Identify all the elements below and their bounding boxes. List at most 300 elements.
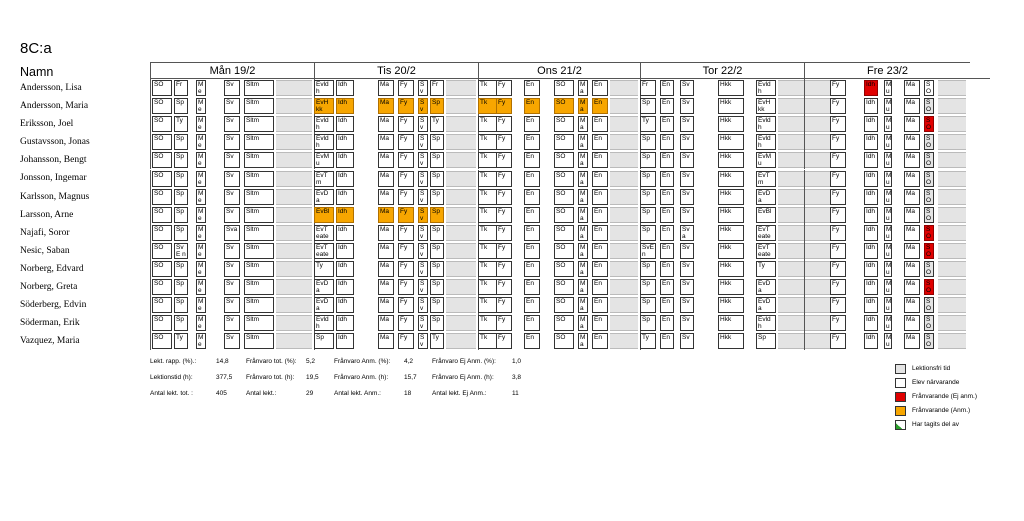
- lesson-cell[interactable]: Ma: [904, 98, 920, 114]
- lesson-cell[interactable]: Ma: [378, 134, 394, 150]
- lesson-cell[interactable]: Ma: [578, 315, 588, 331]
- lesson-cell[interactable]: Hkk: [718, 225, 744, 241]
- lesson-cell[interactable]: Mu: [886, 81, 892, 95]
- lesson-cell[interactable]: Me: [196, 207, 206, 223]
- lesson-cell[interactable]: EvD a: [756, 297, 776, 313]
- lesson-cell[interactable]: Ma: [904, 297, 920, 313]
- lesson-cell[interactable]: EvD a: [314, 279, 334, 295]
- lesson-cell[interactable]: Fy: [496, 315, 512, 331]
- lesson-cell[interactable]: Fy: [398, 116, 414, 132]
- lesson-cell[interactable]: Ma: [904, 225, 920, 241]
- lesson-cell[interactable]: Evld h: [314, 134, 334, 150]
- lesson-cell[interactable]: Sltm: [244, 116, 274, 132]
- lesson-cell[interactable]: Fy: [496, 98, 512, 114]
- lesson-cell[interactable]: Fy: [398, 171, 414, 187]
- lesson-cell[interactable]: Idh: [336, 152, 354, 168]
- lesson-cell[interactable]: En: [660, 134, 674, 150]
- lesson-cell[interactable]: Me: [196, 297, 206, 313]
- lesson-cell[interactable]: Sp: [640, 134, 656, 150]
- lesson-cell[interactable]: Fy: [398, 225, 414, 241]
- lesson-cell[interactable]: SO: [554, 279, 574, 295]
- lesson-cell[interactable]: Sp: [174, 297, 188, 313]
- lesson-cell[interactable]: Fy: [496, 225, 512, 241]
- lesson-cell[interactable]: Idh: [864, 207, 878, 223]
- lesson-cell[interactable]: Tk: [478, 189, 498, 205]
- lesson-cell[interactable]: Idh: [336, 333, 354, 349]
- lesson-cell[interactable]: Ma: [904, 116, 920, 132]
- lesson-cell[interactable]: Sva: [680, 225, 694, 241]
- lesson-cell[interactable]: Sv: [680, 279, 694, 295]
- lesson-cell[interactable]: En: [592, 279, 608, 295]
- lesson-cell[interactable]: SO: [152, 171, 172, 187]
- lesson-cell[interactable]: SO: [924, 116, 934, 132]
- lesson-cell[interactable]: Hkk: [718, 98, 744, 114]
- lesson-cell[interactable]: EvD a: [756, 279, 776, 295]
- lesson-cell[interactable]: Evld h: [314, 315, 334, 331]
- lesson-cell[interactable]: Sltm: [244, 261, 274, 277]
- lesson-cell[interactable]: Sp: [174, 225, 188, 241]
- lesson-cell[interactable]: SO: [554, 225, 574, 241]
- lesson-cell[interactable]: Ma: [378, 80, 394, 96]
- lesson-cell[interactable]: Mu: [886, 99, 892, 114]
- lesson-cell[interactable]: Ma: [378, 297, 394, 313]
- lesson-cell[interactable]: Sltm: [244, 297, 274, 313]
- lesson-cell[interactable]: Ma: [378, 279, 394, 295]
- lesson-cell[interactable]: Sv: [418, 315, 428, 331]
- lesson-cell[interactable]: Fr: [174, 80, 188, 96]
- lesson-cell[interactable]: Tk: [478, 207, 498, 223]
- lesson-cell[interactable]: SO: [152, 116, 172, 132]
- lesson-cell[interactable]: Sv: [680, 134, 694, 150]
- lesson-cell[interactable]: Sp: [640, 297, 656, 313]
- lesson-cell[interactable]: Sv: [418, 171, 428, 187]
- lesson-cell[interactable]: Fy: [496, 171, 512, 187]
- lesson-cell[interactable]: Sv: [224, 333, 240, 349]
- lesson-cell[interactable]: Sv: [680, 116, 694, 132]
- lesson-cell[interactable]: Fy: [830, 243, 846, 259]
- lesson-cell[interactable]: Tk: [478, 80, 498, 96]
- lesson-cell[interactable]: Ma: [378, 333, 394, 349]
- lesson-cell[interactable]: Idh: [336, 225, 354, 241]
- lesson-cell[interactable]: En: [524, 315, 540, 331]
- lesson-cell[interactable]: SO: [554, 207, 574, 223]
- lesson-cell[interactable]: SO: [924, 207, 934, 223]
- lesson-cell[interactable]: Mu: [886, 280, 892, 295]
- lesson-cell[interactable]: En: [660, 171, 674, 187]
- lesson-cell[interactable]: SO: [924, 333, 934, 349]
- lesson-cell[interactable]: Ma: [578, 116, 588, 132]
- lesson-cell[interactable]: Sv: [418, 152, 428, 168]
- lesson-cell[interactable]: Idh: [864, 98, 878, 114]
- lesson-cell[interactable]: Mu: [886, 207, 892, 222]
- lesson-cell[interactable]: Sp: [640, 207, 656, 223]
- lesson-cell[interactable]: Sv: [418, 225, 428, 241]
- lesson-cell[interactable]: SO: [554, 315, 574, 331]
- lesson-cell[interactable]: SO: [924, 225, 934, 241]
- lesson-cell[interactable]: Fy: [496, 243, 512, 259]
- lesson-cell[interactable]: Tk: [478, 98, 498, 114]
- lesson-cell[interactable]: Hkk: [718, 152, 744, 168]
- lesson-cell[interactable]: Sv: [680, 315, 694, 331]
- lesson-cell[interactable]: Tk: [478, 171, 498, 187]
- lesson-cell[interactable]: Sp: [174, 207, 188, 223]
- lesson-cell[interactable]: EvT m: [756, 171, 776, 187]
- lesson-cell[interactable]: SO: [152, 80, 172, 96]
- lesson-cell[interactable]: Ma: [378, 189, 394, 205]
- lesson-cell[interactable]: SO: [554, 333, 574, 349]
- lesson-cell[interactable]: Sltm: [244, 207, 274, 223]
- lesson-cell[interactable]: Sp: [430, 243, 444, 259]
- lesson-cell[interactable]: En: [592, 80, 608, 96]
- lesson-cell[interactable]: Fy: [830, 315, 846, 331]
- lesson-cell[interactable]: Sv: [418, 189, 428, 205]
- lesson-cell[interactable]: Sp: [756, 333, 776, 349]
- lesson-cell[interactable]: SO: [554, 171, 574, 187]
- lesson-cell[interactable]: Sv: [680, 98, 694, 114]
- lesson-cell[interactable]: SO: [152, 207, 172, 223]
- lesson-cell[interactable]: Sv: [680, 261, 694, 277]
- lesson-cell[interactable]: Hkk: [718, 207, 744, 223]
- lesson-cell[interactable]: En: [592, 171, 608, 187]
- lesson-cell[interactable]: SO: [152, 225, 172, 241]
- lesson-cell[interactable]: Mu: [886, 316, 892, 331]
- lesson-cell[interactable]: Hkk: [718, 315, 744, 331]
- lesson-cell[interactable]: Sp: [430, 315, 444, 331]
- lesson-cell[interactable]: En: [524, 225, 540, 241]
- lesson-cell[interactable]: EvD a: [314, 297, 334, 313]
- lesson-cell[interactable]: Tk: [478, 134, 498, 150]
- lesson-cell[interactable]: Sv: [418, 243, 428, 259]
- lesson-cell[interactable]: SO: [924, 98, 934, 114]
- lesson-cell[interactable]: Evld h: [756, 80, 776, 96]
- lesson-cell[interactable]: SO: [924, 243, 934, 259]
- lesson-cell[interactable]: Fy: [496, 207, 512, 223]
- lesson-cell[interactable]: En: [524, 134, 540, 150]
- lesson-cell[interactable]: Sv: [224, 297, 240, 313]
- lesson-cell[interactable]: Mu: [886, 171, 892, 186]
- lesson-cell[interactable]: Sp: [174, 315, 188, 331]
- lesson-cell[interactable]: Hkk: [718, 279, 744, 295]
- lesson-cell[interactable]: SO: [152, 279, 172, 295]
- lesson-cell[interactable]: Sltm: [244, 134, 274, 150]
- lesson-cell[interactable]: Fy: [398, 134, 414, 150]
- lesson-cell[interactable]: En: [592, 315, 608, 331]
- lesson-cell[interactable]: Sp: [174, 279, 188, 295]
- lesson-cell[interactable]: Hkk: [718, 80, 744, 96]
- lesson-cell[interactable]: Hkk: [718, 134, 744, 150]
- lesson-cell[interactable]: Sv: [224, 116, 240, 132]
- lesson-cell[interactable]: Ma: [904, 207, 920, 223]
- lesson-cell[interactable]: Idh: [864, 152, 878, 168]
- lesson-cell[interactable]: En: [592, 333, 608, 349]
- lesson-cell[interactable]: SO: [152, 315, 172, 331]
- lesson-cell[interactable]: SO: [554, 98, 574, 114]
- lesson-cell[interactable]: En: [660, 207, 674, 223]
- lesson-cell[interactable]: Idh: [336, 297, 354, 313]
- lesson-cell[interactable]: SO: [152, 134, 172, 150]
- lesson-cell[interactable]: Idh: [336, 98, 354, 114]
- lesson-cell[interactable]: Me: [196, 134, 206, 150]
- lesson-cell[interactable]: Sp: [430, 98, 444, 114]
- lesson-cell[interactable]: Sp: [640, 315, 656, 331]
- lesson-cell[interactable]: Ma: [378, 225, 394, 241]
- lesson-cell[interactable]: Sv: [224, 98, 240, 114]
- lesson-cell[interactable]: Sv: [224, 261, 240, 277]
- lesson-cell[interactable]: Idh: [864, 116, 878, 132]
- lesson-cell[interactable]: Me: [196, 315, 206, 331]
- lesson-cell[interactable]: Sv: [680, 243, 694, 259]
- lesson-cell[interactable]: EvH kk: [756, 98, 776, 114]
- lesson-cell[interactable]: Idh: [864, 171, 878, 187]
- lesson-cell[interactable]: SO: [554, 297, 574, 313]
- lesson-cell[interactable]: Fy: [830, 189, 846, 205]
- lesson-cell[interactable]: Sltm: [244, 171, 274, 187]
- lesson-cell[interactable]: Fr: [640, 80, 656, 96]
- lesson-cell[interactable]: EvD a: [314, 189, 334, 205]
- lesson-cell[interactable]: Sltm: [244, 243, 274, 259]
- lesson-cell[interactable]: En: [524, 207, 540, 223]
- lesson-cell[interactable]: Idh: [336, 243, 354, 259]
- lesson-cell[interactable]: Ma: [378, 207, 394, 223]
- lesson-cell[interactable]: Sv: [224, 80, 240, 96]
- lesson-cell[interactable]: Mu: [886, 334, 892, 349]
- lesson-cell[interactable]: Me: [196, 116, 206, 132]
- lesson-cell[interactable]: Sp: [174, 152, 188, 168]
- lesson-cell[interactable]: Idh: [336, 80, 354, 96]
- lesson-cell[interactable]: SO: [152, 261, 172, 277]
- lesson-cell[interactable]: Sv: [680, 80, 694, 96]
- lesson-cell[interactable]: Ma: [578, 80, 588, 96]
- lesson-cell[interactable]: Fy: [496, 134, 512, 150]
- lesson-cell[interactable]: Me: [196, 279, 206, 295]
- lesson-cell[interactable]: Ma: [578, 98, 588, 114]
- lesson-cell[interactable]: Ma: [904, 315, 920, 331]
- lesson-cell[interactable]: Fy: [496, 116, 512, 132]
- lesson-cell[interactable]: Tk: [478, 116, 498, 132]
- lesson-cell[interactable]: Fy: [830, 116, 846, 132]
- lesson-cell[interactable]: Evld h: [314, 80, 334, 96]
- lesson-cell[interactable]: Sltm: [244, 189, 274, 205]
- lesson-cell[interactable]: EvH kk: [314, 98, 334, 114]
- lesson-cell[interactable]: Sp: [430, 207, 444, 223]
- lesson-cell[interactable]: Sv: [418, 98, 428, 114]
- lesson-cell[interactable]: SvE n: [640, 243, 656, 259]
- lesson-cell[interactable]: En: [660, 243, 674, 259]
- lesson-cell[interactable]: Ma: [578, 171, 588, 187]
- lesson-cell[interactable]: Hkk: [718, 171, 744, 187]
- lesson-cell[interactable]: Fy: [398, 152, 414, 168]
- lesson-cell[interactable]: En: [660, 297, 674, 313]
- lesson-cell[interactable]: Hkk: [718, 297, 744, 313]
- lesson-cell[interactable]: Ma: [904, 243, 920, 259]
- lesson-cell[interactable]: SO: [924, 152, 934, 168]
- lesson-cell[interactable]: Ma: [578, 261, 588, 277]
- lesson-cell[interactable]: Idh: [336, 207, 354, 223]
- lesson-cell[interactable]: Ty: [430, 116, 444, 132]
- lesson-cell[interactable]: SO: [554, 243, 574, 259]
- lesson-cell[interactable]: SO: [554, 152, 574, 168]
- lesson-cell[interactable]: Fy: [398, 297, 414, 313]
- lesson-cell[interactable]: En: [660, 98, 674, 114]
- lesson-cell[interactable]: Ma: [578, 297, 588, 313]
- lesson-cell[interactable]: Sltm: [244, 80, 274, 96]
- lesson-cell[interactable]: Sp: [174, 189, 188, 205]
- lesson-cell[interactable]: Ma: [378, 171, 394, 187]
- lesson-cell[interactable]: Fy: [496, 333, 512, 349]
- lesson-cell[interactable]: Ma: [578, 333, 588, 349]
- lesson-cell[interactable]: En: [524, 333, 540, 349]
- lesson-cell[interactable]: Me: [196, 225, 206, 241]
- lesson-cell[interactable]: Sv: [680, 189, 694, 205]
- lesson-cell[interactable]: Sv: [224, 134, 240, 150]
- lesson-cell[interactable]: Fy: [398, 333, 414, 349]
- lesson-cell[interactable]: Fr: [430, 80, 444, 96]
- lesson-cell[interactable]: Fy: [398, 243, 414, 259]
- lesson-cell[interactable]: Idh: [336, 315, 354, 331]
- lesson-cell[interactable]: Ma: [904, 134, 920, 150]
- lesson-cell[interactable]: Fy: [830, 207, 846, 223]
- lesson-cell[interactable]: Me: [196, 333, 206, 349]
- lesson-cell[interactable]: Sv: [224, 315, 240, 331]
- lesson-cell[interactable]: Mu: [886, 298, 892, 313]
- lesson-cell[interactable]: Tk: [478, 152, 498, 168]
- lesson-cell[interactable]: En: [524, 279, 540, 295]
- lesson-cell[interactable]: En: [660, 152, 674, 168]
- lesson-cell[interactable]: En: [524, 152, 540, 168]
- lesson-cell[interactable]: Sv: [418, 279, 428, 295]
- lesson-cell[interactable]: Sp: [640, 98, 656, 114]
- lesson-cell[interactable]: Me: [196, 152, 206, 168]
- lesson-cell[interactable]: Sv: [418, 134, 428, 150]
- lesson-cell[interactable]: Idh: [336, 189, 354, 205]
- lesson-cell[interactable]: Idh: [864, 80, 878, 96]
- lesson-cell[interactable]: Fy: [496, 80, 512, 96]
- lesson-cell[interactable]: SO: [554, 134, 574, 150]
- lesson-cell[interactable]: EvT eate: [314, 225, 334, 241]
- lesson-cell[interactable]: Ma: [904, 171, 920, 187]
- lesson-cell[interactable]: SO: [554, 80, 574, 96]
- lesson-cell[interactable]: EvT eate: [314, 243, 334, 259]
- lesson-cell[interactable]: SO: [924, 279, 934, 295]
- lesson-cell[interactable]: Ty: [174, 333, 188, 349]
- lesson-cell[interactable]: Sp: [430, 152, 444, 168]
- lesson-cell[interactable]: Hkk: [718, 261, 744, 277]
- lesson-cell[interactable]: Idh: [864, 315, 878, 331]
- lesson-cell[interactable]: En: [524, 189, 540, 205]
- lesson-cell[interactable]: Fy: [496, 279, 512, 295]
- lesson-cell[interactable]: SO: [924, 261, 934, 277]
- lesson-cell[interactable]: SO: [152, 152, 172, 168]
- lesson-cell[interactable]: En: [660, 80, 674, 96]
- lesson-cell[interactable]: Ma: [378, 152, 394, 168]
- lesson-cell[interactable]: Mu: [886, 225, 892, 240]
- lesson-cell[interactable]: Ma: [378, 116, 394, 132]
- lesson-cell[interactable]: Sv: [680, 152, 694, 168]
- lesson-cell[interactable]: Sp: [640, 225, 656, 241]
- lesson-cell[interactable]: Fy: [398, 279, 414, 295]
- lesson-cell[interactable]: Idh: [336, 116, 354, 132]
- lesson-cell[interactable]: Ty: [640, 116, 656, 132]
- lesson-cell[interactable]: Ma: [578, 279, 588, 295]
- lesson-cell[interactable]: En: [592, 297, 608, 313]
- lesson-cell[interactable]: Ty: [756, 261, 776, 277]
- lesson-cell[interactable]: Sp: [430, 189, 444, 205]
- lesson-cell[interactable]: Sp: [430, 134, 444, 150]
- lesson-cell[interactable]: Ma: [904, 80, 920, 96]
- lesson-cell[interactable]: Evld h: [756, 116, 776, 132]
- lesson-cell[interactable]: Idh: [864, 134, 878, 150]
- lesson-cell[interactable]: EvT eate: [756, 225, 776, 241]
- lesson-cell[interactable]: Ma: [578, 243, 588, 259]
- lesson-cell[interactable]: En: [592, 152, 608, 168]
- lesson-cell[interactable]: Sp: [640, 189, 656, 205]
- lesson-cell[interactable]: Me: [196, 243, 206, 259]
- lesson-cell[interactable]: Fy: [398, 315, 414, 331]
- lesson-cell[interactable]: EvT m: [314, 171, 334, 187]
- lesson-cell[interactable]: Sv: [224, 171, 240, 187]
- lesson-cell[interactable]: Ma: [378, 315, 394, 331]
- lesson-cell[interactable]: En: [524, 243, 540, 259]
- lesson-cell[interactable]: Tk: [478, 225, 498, 241]
- lesson-cell[interactable]: Tk: [478, 315, 498, 331]
- lesson-cell[interactable]: EvM u: [756, 152, 776, 168]
- lesson-cell[interactable]: Sp: [430, 297, 444, 313]
- lesson-cell[interactable]: Fy: [830, 152, 846, 168]
- lesson-cell[interactable]: Sltm: [244, 333, 274, 349]
- lesson-cell[interactable]: Ma: [578, 207, 588, 223]
- lesson-cell[interactable]: SO: [924, 134, 934, 150]
- lesson-cell[interactable]: EvM u: [314, 152, 334, 168]
- lesson-cell[interactable]: EvD a: [756, 189, 776, 205]
- lesson-cell[interactable]: En: [660, 315, 674, 331]
- lesson-cell[interactable]: Idh: [336, 134, 354, 150]
- lesson-cell[interactable]: Sp: [430, 225, 444, 241]
- lesson-cell[interactable]: Sp: [174, 98, 188, 114]
- lesson-cell[interactable]: En: [524, 171, 540, 187]
- lesson-cell[interactable]: SO: [152, 297, 172, 313]
- lesson-cell[interactable]: Me: [196, 261, 206, 277]
- lesson-cell[interactable]: Ma: [578, 225, 588, 241]
- lesson-cell[interactable]: Ma: [378, 261, 394, 277]
- lesson-cell[interactable]: Sv: [224, 279, 240, 295]
- lesson-cell[interactable]: Hkk: [718, 333, 744, 349]
- lesson-cell[interactable]: Fy: [830, 80, 846, 96]
- lesson-cell[interactable]: Me: [196, 80, 206, 96]
- lesson-cell[interactable]: Fy: [398, 261, 414, 277]
- lesson-cell[interactable]: Fy: [830, 333, 846, 349]
- lesson-cell[interactable]: En: [592, 225, 608, 241]
- lesson-cell[interactable]: Evld h: [756, 134, 776, 150]
- lesson-cell[interactable]: SO: [924, 171, 934, 187]
- lesson-cell[interactable]: Me: [196, 189, 206, 205]
- lesson-cell[interactable]: En: [524, 80, 540, 96]
- lesson-cell[interactable]: Evld h: [756, 315, 776, 331]
- lesson-cell[interactable]: Sltm: [244, 98, 274, 114]
- lesson-cell[interactable]: SO: [924, 297, 934, 313]
- lesson-cell[interactable]: En: [660, 279, 674, 295]
- lesson-cell[interactable]: En: [592, 261, 608, 277]
- lesson-cell[interactable]: Sp: [640, 279, 656, 295]
- lesson-cell[interactable]: SO: [554, 116, 574, 132]
- lesson-cell[interactable]: Sv: [680, 333, 694, 349]
- lesson-cell[interactable]: Sv: [418, 116, 428, 132]
- lesson-cell[interactable]: Sp: [174, 171, 188, 187]
- lesson-cell[interactable]: Sp: [174, 261, 188, 277]
- lesson-cell[interactable]: Ty: [430, 333, 444, 349]
- lesson-cell[interactable]: Sv: [418, 207, 428, 223]
- lesson-cell[interactable]: Me: [196, 171, 206, 187]
- lesson-cell[interactable]: Idh: [864, 279, 878, 295]
